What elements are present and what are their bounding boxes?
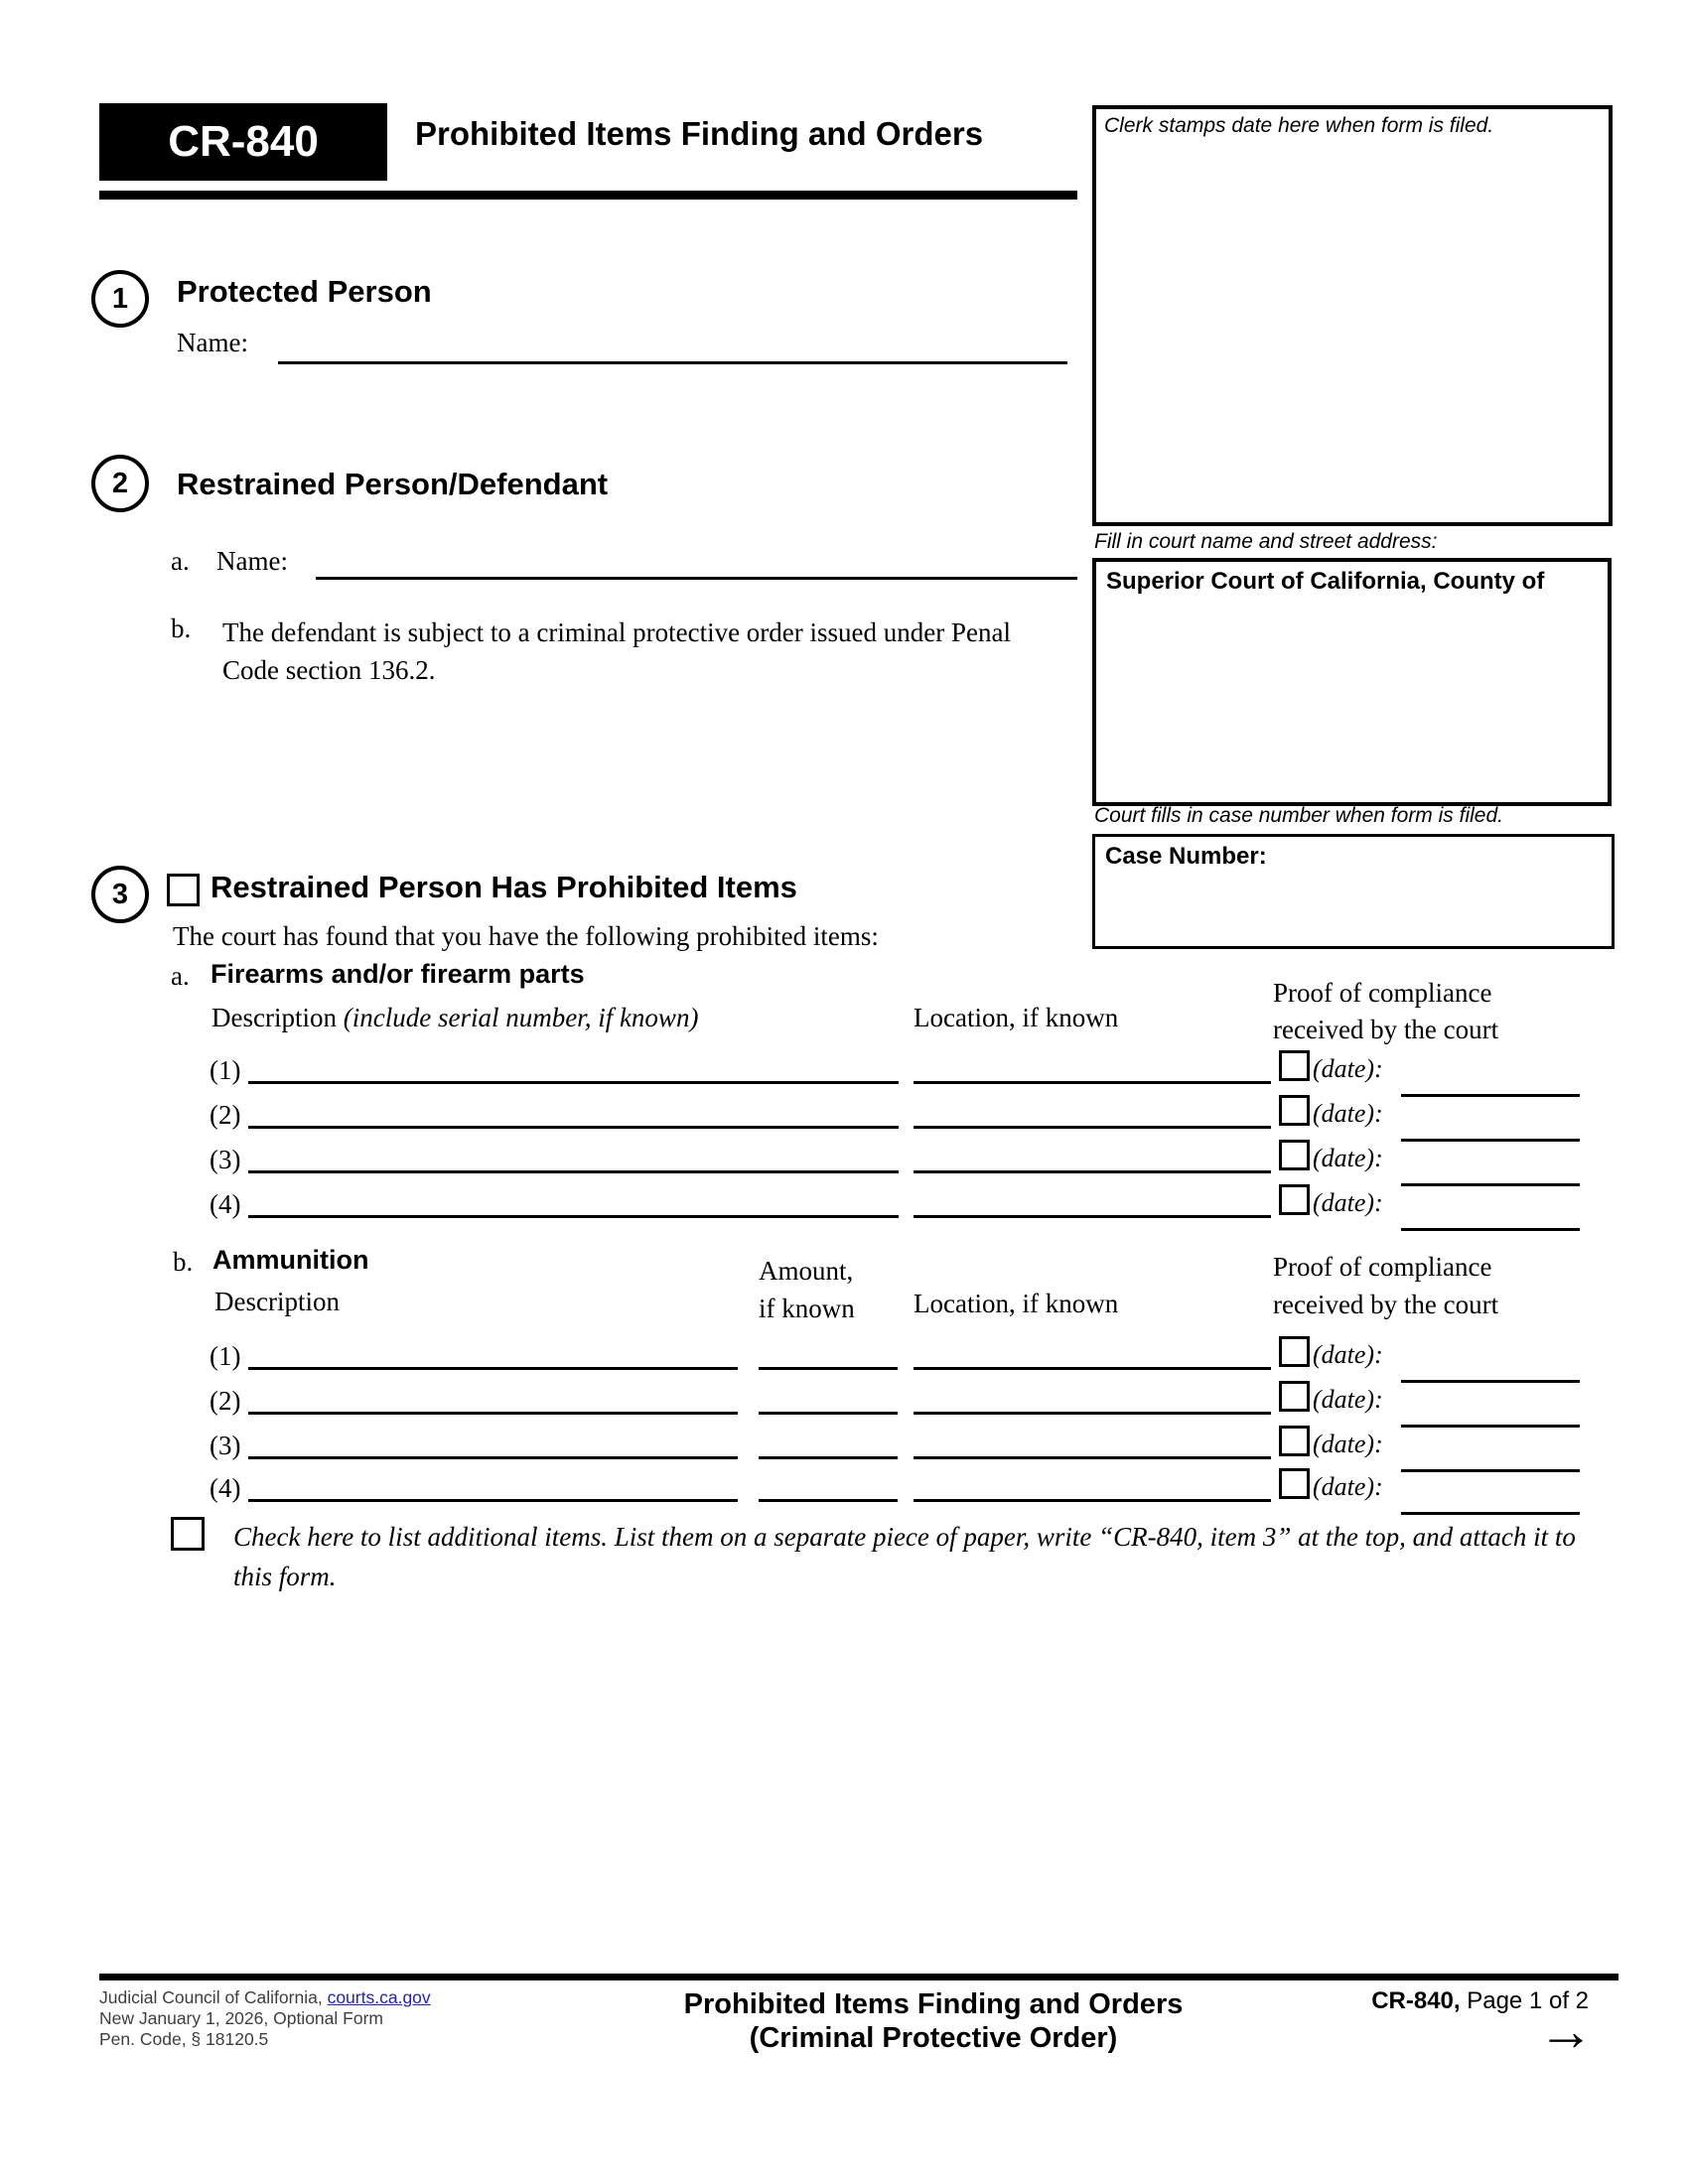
footer-form-revision: New January 1, 2026, Optional Form — [99, 2008, 383, 2028]
proof-header-line1: Proof of compliance — [1273, 978, 1492, 1008]
firearms-title: Firearms and/or firearm parts — [211, 959, 585, 989]
date-label: (date): — [1313, 1099, 1383, 1128]
date-label: (date): — [1313, 1472, 1383, 1501]
footer-org: Judicial Council of California, — [99, 1987, 323, 2007]
item-2a-label: a. — [171, 546, 190, 576]
ammo-description-input-line[interactable] — [248, 1499, 738, 1502]
proof-received-checkbox[interactable] — [1279, 1336, 1310, 1367]
firearm-location-input-line[interactable] — [914, 1126, 1271, 1129]
section-3-number: 3 — [91, 866, 149, 923]
firearms-row-3 — [0, 1138, 1688, 1173]
firearm-location-input-line[interactable] — [914, 1081, 1271, 1084]
next-page-arrow-icon: → — [1538, 1999, 1594, 2062]
firearm-description-input-line[interactable] — [248, 1081, 899, 1084]
firearm-location-input-line[interactable] — [914, 1170, 1271, 1173]
item-3b-label: b. — [173, 1247, 194, 1277]
ammo-location-input-line[interactable] — [914, 1499, 1271, 1502]
footer-title-line2: (Criminal Protective Order) — [749, 2022, 1118, 2054]
date-label: (date): — [1313, 1340, 1383, 1369]
amount-header-line1: Amount, — [759, 1256, 854, 1286]
protected-person-name-input-line[interactable] — [278, 361, 1067, 364]
ammunition-amount-header — [759, 1252, 855, 1327]
ammunition-proof-header — [1273, 1248, 1498, 1323]
row-number: (4) — [210, 1473, 241, 1503]
section-3-checkbox[interactable] — [167, 874, 200, 906]
additional-items-text: Check here to list additional items. List them on a separate piece of paper, write “CR-840, item 3” at the top, and attach it to this form. — [233, 1522, 1576, 1591]
firearms-description-header — [211, 1003, 698, 1033]
firearm-description-input-line[interactable] — [248, 1170, 899, 1173]
footer-penal-code: Pen. Code, § 18120.5 — [99, 2029, 269, 2049]
footer-form-number: CR-840, — [1371, 1987, 1461, 2014]
footer-rule — [99, 1974, 1618, 1980]
clerk-stamp-box — [1092, 105, 1613, 526]
proof-received-checkbox[interactable] — [1279, 1426, 1310, 1456]
protected-person-name-label: Name: — [177, 328, 248, 357]
footer-left-block — [99, 1987, 431, 2050]
header-rule — [99, 191, 1077, 200]
proof-header-line1: Proof of compliance — [1273, 1252, 1492, 1282]
firearm-description-input-line[interactable] — [248, 1126, 899, 1129]
date-label: (date): — [1313, 1144, 1383, 1172]
date-label: (date): — [1313, 1430, 1383, 1458]
clerk-stamp-label: Clerk stamps date here when form is filed. — [1104, 114, 1494, 137]
row-number: (4) — [210, 1189, 241, 1219]
section-2-number: 2 — [91, 455, 149, 512]
firearm-location-input-line[interactable] — [914, 1215, 1271, 1218]
proof-received-checkbox[interactable] — [1279, 1468, 1310, 1499]
ammo-amount-input-line[interactable] — [759, 1499, 898, 1502]
ammo-amount-input-line[interactable] — [759, 1412, 898, 1415]
ammo-description-input-line[interactable] — [248, 1456, 738, 1459]
row-number: (2) — [210, 1100, 241, 1130]
ammunition-row-2 — [0, 1379, 1688, 1415]
description-header-note: (include serial number, if known) — [343, 1003, 699, 1032]
item-2b-text: The defendant is subject to a criminal protective order issued under Penal Code section 136.2. — [222, 617, 1011, 685]
ammunition-description-header: Description — [214, 1287, 340, 1316]
defendant-name-input-line[interactable] — [316, 577, 1077, 580]
defendant-name-label: Name: — [216, 546, 288, 576]
date-input-line[interactable] — [1401, 1512, 1580, 1515]
ammo-location-input-line[interactable] — [914, 1367, 1271, 1370]
ammo-location-input-line[interactable] — [914, 1456, 1271, 1459]
firearms-row-2 — [0, 1093, 1688, 1129]
section-1-title: Protected Person — [177, 274, 432, 309]
row-number: (2) — [210, 1386, 241, 1416]
additional-items-checkbox[interactable] — [171, 1517, 205, 1551]
item-3a-label: a. — [171, 961, 190, 991]
row-number: (1) — [210, 1341, 241, 1371]
date-label: (date): — [1313, 1188, 1383, 1217]
footer-page-number: Page 1 of 2 — [1460, 1987, 1589, 2014]
section-3-title: Restrained Person Has Prohibited Items — [211, 870, 797, 904]
courts-ca-gov-link[interactable]: courts.ca.gov — [327, 1987, 431, 2007]
proof-received-checkbox[interactable] — [1279, 1381, 1310, 1412]
ammunition-row-3 — [0, 1424, 1688, 1459]
case-number-instruction: Court fills in case number when form is filed. — [1094, 804, 1503, 827]
amount-header-line2: if known — [759, 1294, 855, 1323]
row-number: (3) — [210, 1431, 241, 1460]
ammo-description-input-line[interactable] — [248, 1367, 738, 1370]
footer-title-block — [556, 1987, 1311, 2055]
court-name-value: Superior Court of California, County of — [1106, 568, 1545, 595]
case-number-label: Case Number: — [1105, 843, 1267, 870]
proof-received-checkbox[interactable] — [1279, 1184, 1310, 1215]
section-3-intro: The court has found that you have the following prohibited items: — [173, 921, 879, 951]
ammunition-title: Ammunition — [212, 1245, 369, 1275]
ammunition-location-header: Location, if known — [914, 1289, 1119, 1318]
ammunition-row-4 — [0, 1466, 1688, 1502]
date-label: (date): — [1313, 1385, 1383, 1414]
firearms-location-header: Location, if known — [914, 1003, 1119, 1032]
proof-header-line2: received by the court — [1273, 1290, 1499, 1319]
court-name-instruction: Fill in court name and street address: — [1094, 530, 1438, 553]
description-header-text: Description — [211, 1003, 337, 1032]
item-2b-label: b. — [171, 614, 192, 643]
case-number-box[interactable] — [1092, 834, 1615, 949]
ammunition-row-1 — [0, 1334, 1688, 1370]
footer-title-line1: Prohibited Items Finding and Orders — [683, 1988, 1184, 2020]
row-number: (1) — [210, 1055, 241, 1085]
ammo-description-input-line[interactable] — [248, 1412, 738, 1415]
firearms-row-4 — [0, 1182, 1688, 1218]
row-number: (3) — [210, 1145, 241, 1174]
proof-header-line2: received by the court — [1273, 1015, 1499, 1044]
ammo-amount-input-line[interactable] — [759, 1367, 898, 1370]
date-label: (date): — [1313, 1054, 1383, 1083]
form-title: Prohibited Items Finding and Orders — [415, 115, 984, 152]
section-2-title: Restrained Person/Defendant — [177, 467, 609, 501]
ammo-amount-input-line[interactable] — [759, 1456, 898, 1459]
firearm-description-input-line[interactable] — [248, 1215, 899, 1218]
form-number-badge: CR-840 — [99, 103, 387, 181]
proof-received-checkbox[interactable] — [1279, 1050, 1310, 1081]
proof-received-checkbox[interactable] — [1279, 1095, 1310, 1126]
court-name-box[interactable] — [1092, 558, 1612, 806]
section-1-number: 1 — [91, 270, 149, 328]
proof-received-checkbox[interactable] — [1279, 1140, 1310, 1170]
firearms-row-1 — [0, 1048, 1688, 1084]
ammo-location-input-line[interactable] — [914, 1412, 1271, 1415]
date-input-line[interactable] — [1401, 1228, 1580, 1231]
firearms-proof-header — [1273, 975, 1498, 1048]
